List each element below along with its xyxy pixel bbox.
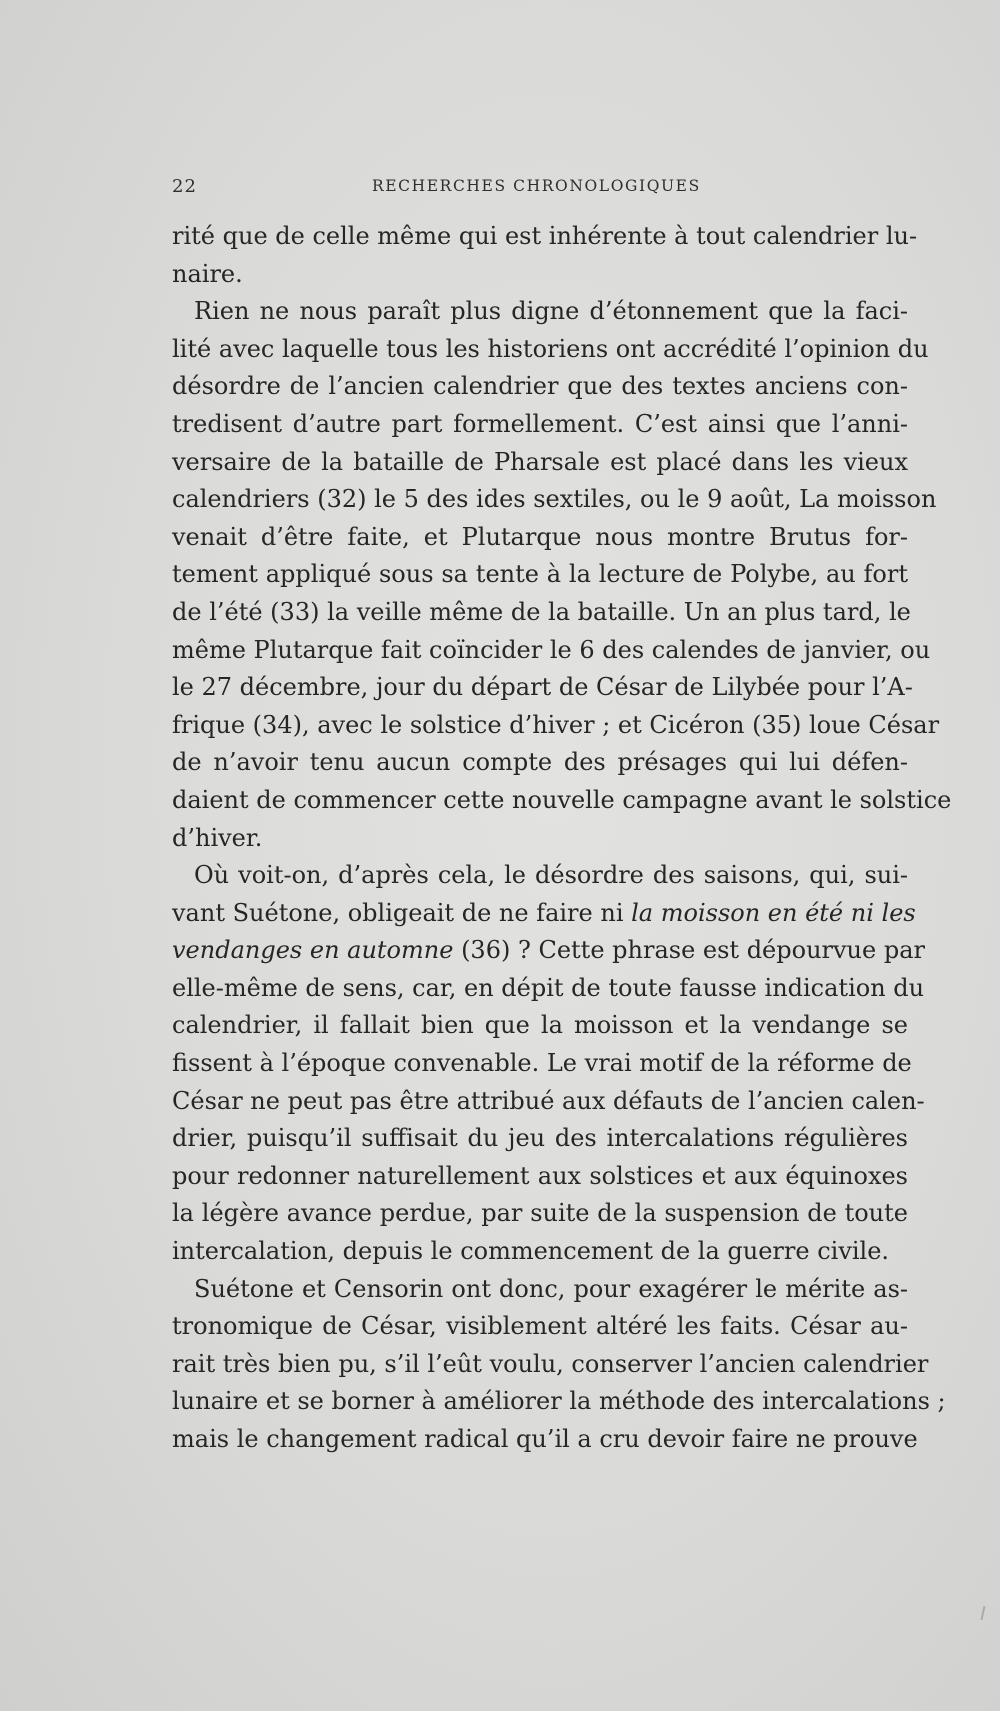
text-line: de n’avoir tenu aucun compte des présages qui lui défen- — [172, 748, 908, 777]
text-line: intercalation, depuis le commencement de la guerre civile. — [172, 1237, 890, 1266]
text-line: drier, puisqu’il suffisait du jeu des intercalations régulières — [172, 1124, 908, 1153]
text-line: tement appliqué sous sa tente à la lecture de Polybe, au fort — [172, 560, 908, 589]
text-line-with-italic — [172, 932, 925, 970]
running-title: RECHERCHES CHRONOLOGIQUES — [372, 177, 701, 195]
text-line: Rien ne nous paraît plus digne d’étonnement que la faci- — [194, 297, 908, 326]
text-line: mais le changement radical qu’il a cru devoir faire ne prouve — [172, 1425, 918, 1453]
text-line: d’hiver. — [172, 823, 263, 852]
paragraph-4 — [172, 1271, 946, 1459]
text-line: César ne peut pas être attribué aux défauts de l’ancien calen- — [172, 1086, 925, 1115]
text-line: naire. — [172, 259, 243, 288]
text-line: la légère avance perdue, par suite de la suspension de toute — [172, 1199, 908, 1228]
text-line: rité que de celle même qui est inhérente à tout calendrier lu- — [172, 222, 918, 250]
paragraph-3 — [172, 857, 925, 1271]
text-line: calendrier, il fallait bien que la moisson et la vendange se — [172, 1011, 908, 1040]
text-line: de l’été (33) la veille même de la bataille. Un an plus tard, le — [172, 597, 911, 626]
margin-mark — [981, 1606, 986, 1620]
text-line: fissent à l’époque convenable. Le vrai motif de la réforme de — [172, 1049, 912, 1078]
text-line: versaire de la bataille de Pharsale est placé dans les vieux — [172, 447, 908, 476]
paragraph-1 — [172, 218, 918, 293]
italic-quote: vendanges en automne — [172, 936, 454, 965]
text-run: (36) ? Cette phrase est dépourvue par — [453, 936, 925, 965]
italic-quote: la moisson en été ni les — [631, 898, 916, 927]
text-line: Suétone et Censorin ont donc, pour exagérer le mérite as- — [194, 1274, 908, 1303]
text-line: tronomique de César, visiblement altéré les faits. César au- — [172, 1312, 908, 1341]
text-line: elle-même de sens, car, en dépit de toute fausse indication du — [172, 973, 925, 1002]
text-line: daient de commencer cette nouvelle campagne avant le solstice — [172, 785, 952, 814]
text-line: Où voit-on, d’après cela, le désordre des saisons, qui, sui- — [194, 861, 908, 890]
page-number: 22 — [172, 176, 197, 197]
text-line: même Plutarque fait coïncider le 6 des calendes de janvier, ou — [172, 635, 931, 664]
text-line: tredisent d’autre part formellement. C’est ainsi que l’anni- — [172, 409, 908, 438]
text-line: rait très bien pu, s’il l’eût voulu, conserver l’ancien calendrier — [172, 1349, 929, 1378]
paragraph-2 — [172, 293, 952, 857]
text-line: lité avec laquelle tous les historiens ont accrédité l’opinion du — [172, 334, 929, 363]
text-line: désordre de l’ancien calendrier que des textes anciens con- — [172, 372, 908, 401]
text-line: venait d’être faite, et Plutarque nous montre Brutus for- — [172, 522, 908, 551]
text-line: pour redonner naturellement aux solstices et aux équinoxes — [172, 1161, 908, 1190]
text-line: lunaire et se borner à améliorer la méthode des intercalations ; — [172, 1387, 946, 1416]
text-line: frique (34), avec le solstice d’hiver ; et Cicéron (35) loue César — [172, 710, 940, 739]
text-line: le 27 décembre, jour du départ de César de Lilybée pour l’A- — [172, 673, 913, 702]
text-run: vant Suétone, obligeait de ne faire ni — [172, 898, 632, 927]
body-text — [172, 218, 952, 1459]
running-head — [172, 176, 904, 202]
text-line-with-italic — [172, 895, 916, 933]
text-line: calendriers (32) le 5 des ides sextiles, ou le 9 août, La moisson — [172, 485, 937, 514]
